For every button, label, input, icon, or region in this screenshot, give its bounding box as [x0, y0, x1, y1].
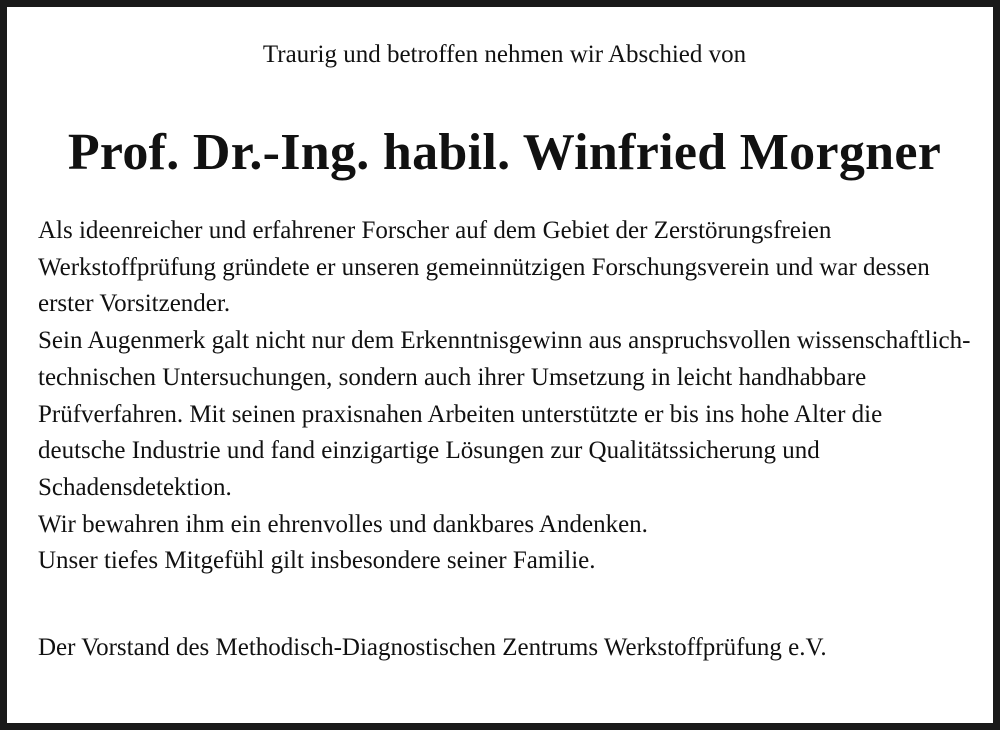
signature-line: Der Vorstand des Methodisch-Diagnostischen Zentrums Werkstoffprüfung e.V.: [38, 634, 827, 662]
intro-line: Traurig und betroffen nehmen wir Abschied von: [262, 41, 747, 68]
deceased-name: Prof. Dr.-Ing. habil. Winfried Morgner: [67, 124, 942, 181]
paragraph-research: Als ideenreicher und erfahrener Forscher auf dem Gebiet der Zerstörungsfreien Werkstoffprüfung gründete er unseren gemeinnützigen Forschungsverein und war dessen erster Vorsitzender.: [38, 217, 930, 318]
paragraph-focus: Sein Augenmerk galt nicht nur dem Erkenntnisgewinn aus anspruchsvollen wissenschaftlich-technischen Untersuchungen, sondern auch ihrer Umsetzung in leicht handhabbare Prüfverfahren. Mit seinen praxisnahen Arbeiten unterstützte er bis ins hohe Alter die deutsche Industrie und fand einzigartige Lösungen zur Qualitätssicherung und Schadensdetektion.: [38, 327, 971, 501]
paragraph-remembrance: Wir bewahren ihm ein ehrenvolles und dankbares Andenken.: [38, 510, 648, 538]
notice-content: [38, 37, 971, 666]
notice-body: [38, 213, 971, 580]
paragraph-condolence: Unser tiefes Mitgefühl gilt insbesondere seiner Familie.: [38, 547, 596, 575]
